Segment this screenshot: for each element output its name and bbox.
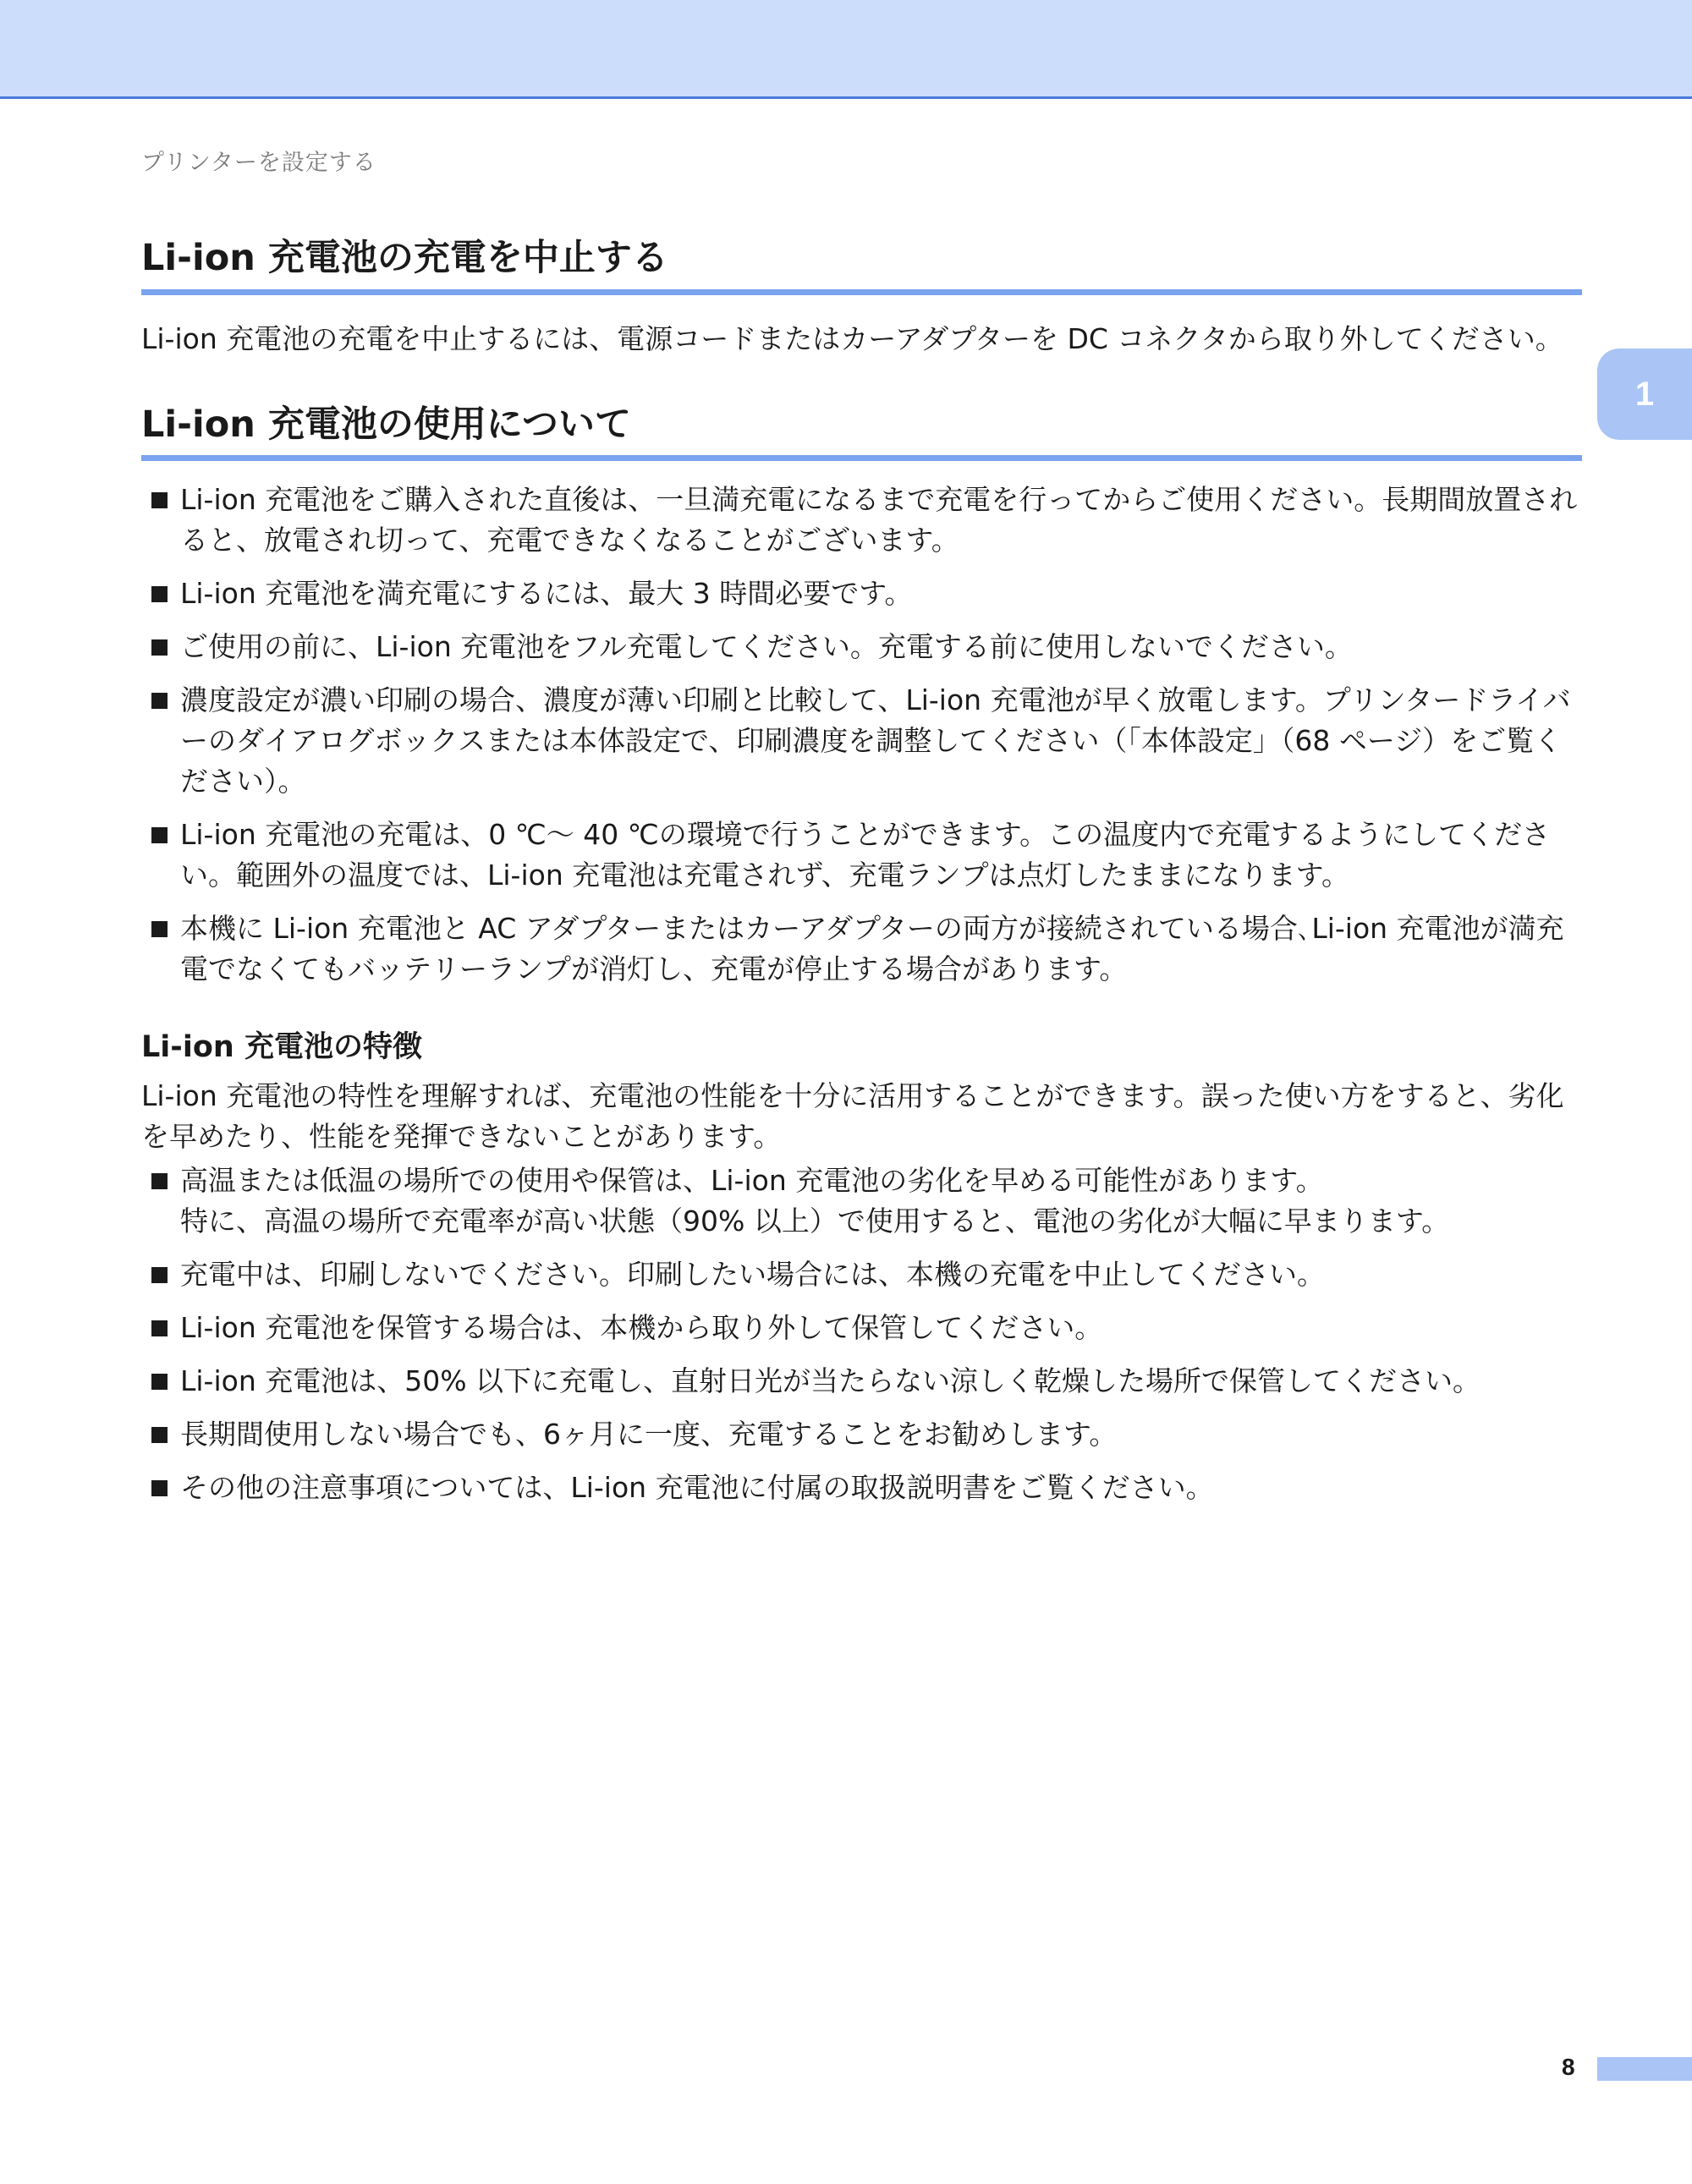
list-item-text: 充電中は、印刷しないでください。印刷したい場合には、本機の充電を中止してください。	[180, 1257, 1325, 1291]
list-item-text: Li-ion 充電池は、50% 以下に充電し、直射日光が当たらない涼しく乾燥した場所で保管してください。	[180, 1364, 1481, 1397]
section-title-usage: Li-ion 充電池の使用について	[141, 403, 1582, 462]
list-item-text: その他の注意事項については、Li-ion 充電池に付属の取扱説明書をご覧ください。	[180, 1470, 1214, 1504]
features-list	[141, 1161, 1582, 1508]
list-item-text: 濃度設定が濃い印刷の場合、濃度が薄い印刷と比較して、Li-ion 充電池が早く放電します。プリンタードライバーのダイアログボックスまたは本体設定で、印刷濃度を調整してください（｢本体設定｣（68 ページ）をご覧ください）。	[180, 683, 1571, 798]
section-title-stop-charging: Li-ion 充電池の充電を中止する	[141, 237, 1582, 295]
list-item	[141, 1468, 1582, 1508]
list-item	[141, 815, 1582, 896]
chapter-tab: 1	[1597, 348, 1692, 440]
header-band	[0, 0, 1692, 99]
list-item-text: Li-ion 充電池を保管する場合は、本機から取り外して保管してください。	[180, 1310, 1103, 1344]
bullet-square-icon	[151, 586, 168, 602]
bullet-square-icon	[151, 1267, 168, 1283]
list-item-text: Li-ion 充電池の充電は、0 ℃～ 40 ℃の環境で行うことができます。この温度内で充電するようにしてください。範囲外の温度では、Li-ion 充電池は充電されず、充電ランプは点灯したままになります。	[180, 818, 1551, 892]
features-paragraph: Li-ion 充電池の特性を理解すれば、充電池の性能を十分に活用することができます。誤った使い方をすると、劣化を早めたり、性能を発揮できないことがあります。	[141, 1078, 1564, 1153]
list-item-text: Li-ion 充電池を満充電にするには、最大 3 時間必要です。	[180, 577, 913, 611]
list-item	[141, 1161, 1582, 1242]
bullet-square-icon	[151, 1480, 168, 1496]
bullet-square-icon	[151, 1320, 168, 1336]
bullet-square-icon	[151, 639, 168, 656]
list-item-text: ご使用の前に、Li-ion 充電池をフル充電してください。充電する前に使用しないでください。	[180, 630, 1353, 664]
list-item	[141, 627, 1582, 667]
page-tab-marker	[1597, 2057, 1692, 2081]
page-number: 8	[1562, 2054, 1575, 2080]
list-item	[141, 573, 1582, 614]
list-item	[141, 480, 1582, 561]
list-item	[141, 1361, 1582, 1402]
list-item	[141, 1254, 1582, 1295]
bullet-square-icon	[151, 827, 168, 843]
usage-list	[141, 480, 1582, 990]
list-item	[141, 680, 1582, 802]
breadcrumb: プリンターを設定する	[141, 150, 376, 176]
list-item-text-continued: 特に、高温の場所で充電率が高い状態（90% 以上）で使用すると、電池の劣化が大幅に早まります。	[180, 1204, 1450, 1237]
list-item-text: 本機に Li-ion 充電池と AC アダプターまたはカーアダプターの両方が接続されている場合､Li-ion 充電池が満充電でなくてもバッテリーランプが消灯し、充電が停止する場合があります。	[180, 912, 1564, 986]
bullet-square-icon	[151, 1173, 168, 1189]
list-item	[141, 1308, 1582, 1348]
bullet-square-icon	[151, 1374, 168, 1390]
bullet-square-icon	[151, 921, 168, 937]
stop-charging-paragraph: Li-ion 充電池の充電を中止するには、電源コードまたはカーアダプターを DC コネクタから取り外してください。	[141, 321, 1563, 355]
list-item-text: Li-ion 充電池をご購入された直後は、一旦満充電になるまで充電を行ってからご使用ください。長期間放置されると、放電され切って、充電できなくなることがございます。	[180, 483, 1578, 557]
bullet-square-icon	[151, 1427, 168, 1443]
list-item	[141, 1414, 1582, 1455]
bullet-square-icon	[151, 693, 168, 709]
bullet-square-icon	[151, 492, 168, 508]
page-content	[141, 237, 1582, 1508]
list-item-text: 長期間使用しない場合でも、6ヶ月に一度、充電することをお勧めします。	[180, 1417, 1118, 1451]
list-item	[141, 908, 1582, 990]
subsection-title-features: Li-ion 充電池の特徴	[141, 1030, 422, 1065]
list-item-text: 高温または低温の場所での使用や保管は、Li-ion 充電池の劣化を早める可能性があります。	[180, 1163, 1324, 1197]
